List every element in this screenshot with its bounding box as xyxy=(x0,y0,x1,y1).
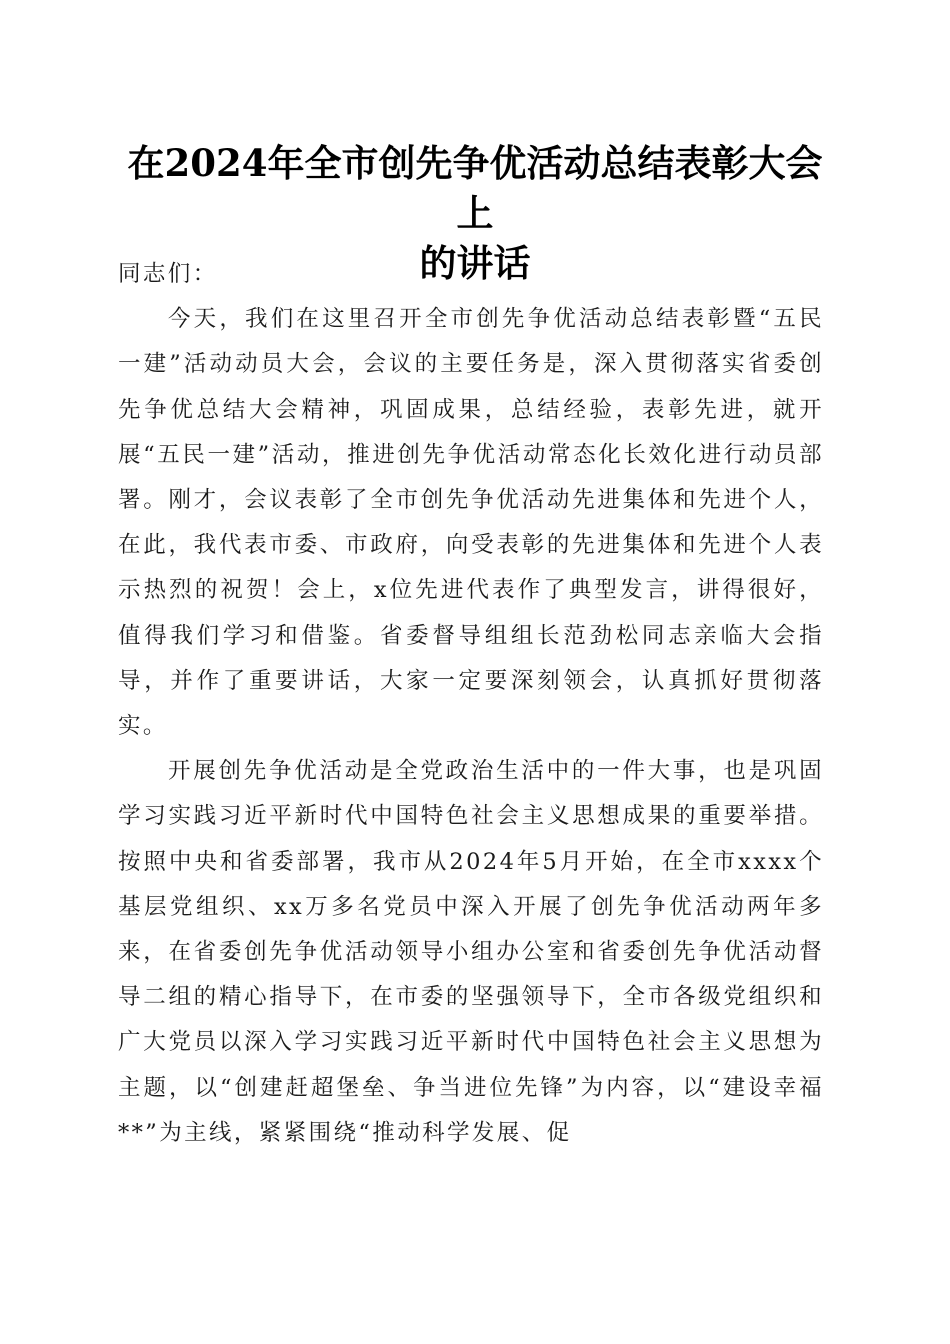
salutation: 同志们： xyxy=(118,261,218,287)
title-line-2: 的讲话 xyxy=(419,241,531,285)
document-body xyxy=(118,252,824,1156)
title-line-1: 在2024年全市创先争优活动总结表彰大会上 xyxy=(127,141,823,235)
paragraph-1: 今天，我们在这里召开全市创先争优活动总结表彰暨“五民一建”活动动员大会，会议的主要任务是，深入贯彻落实省委创先争优总结大会精神，巩固成果，总结经验，表彰先进，就开展“五民一建”活动，推进创先争优活动常态化长效化进行动员部署。刚才，会议表彰了全市创先争优活动先进集体和先进个人，在此，我代表市委、市政府，向受表彰的先进集体和先进个人表示热烈的祝贺！会上，x位先进代表作了典型发言，讲得很好，值得我们学习和借鉴。省委督导组组长范劲松同志亲临大会指导，并作了重要讲话，大家一定要深刻领会，认真抓好贯彻落实。 xyxy=(118,306,824,740)
paragraph-2: 开展创先争优活动是全党政治生活中的一件大事，也是巩固学习实践习近平新时代中国特色社会主义思想成果的重要举措。按照中央和省委部署，我市从2024年5月开始，在全市xxxx个基层党组织、xx万多名党员中深入开展了创先争优活动两年多来，在省委创先争优活动领导小组办公室和省委创先争优活动督导二组的精心指导下，在市委的坚强领导下，全市各级党组织和广大党员以深入学习实践习近平新时代中国特色社会主义思想为主题，以“创建赶超堡垒、争当进位先锋”为内容，以“建设幸福**”为主线，紧紧围绕“推动科学发展、促 xyxy=(118,758,824,1146)
